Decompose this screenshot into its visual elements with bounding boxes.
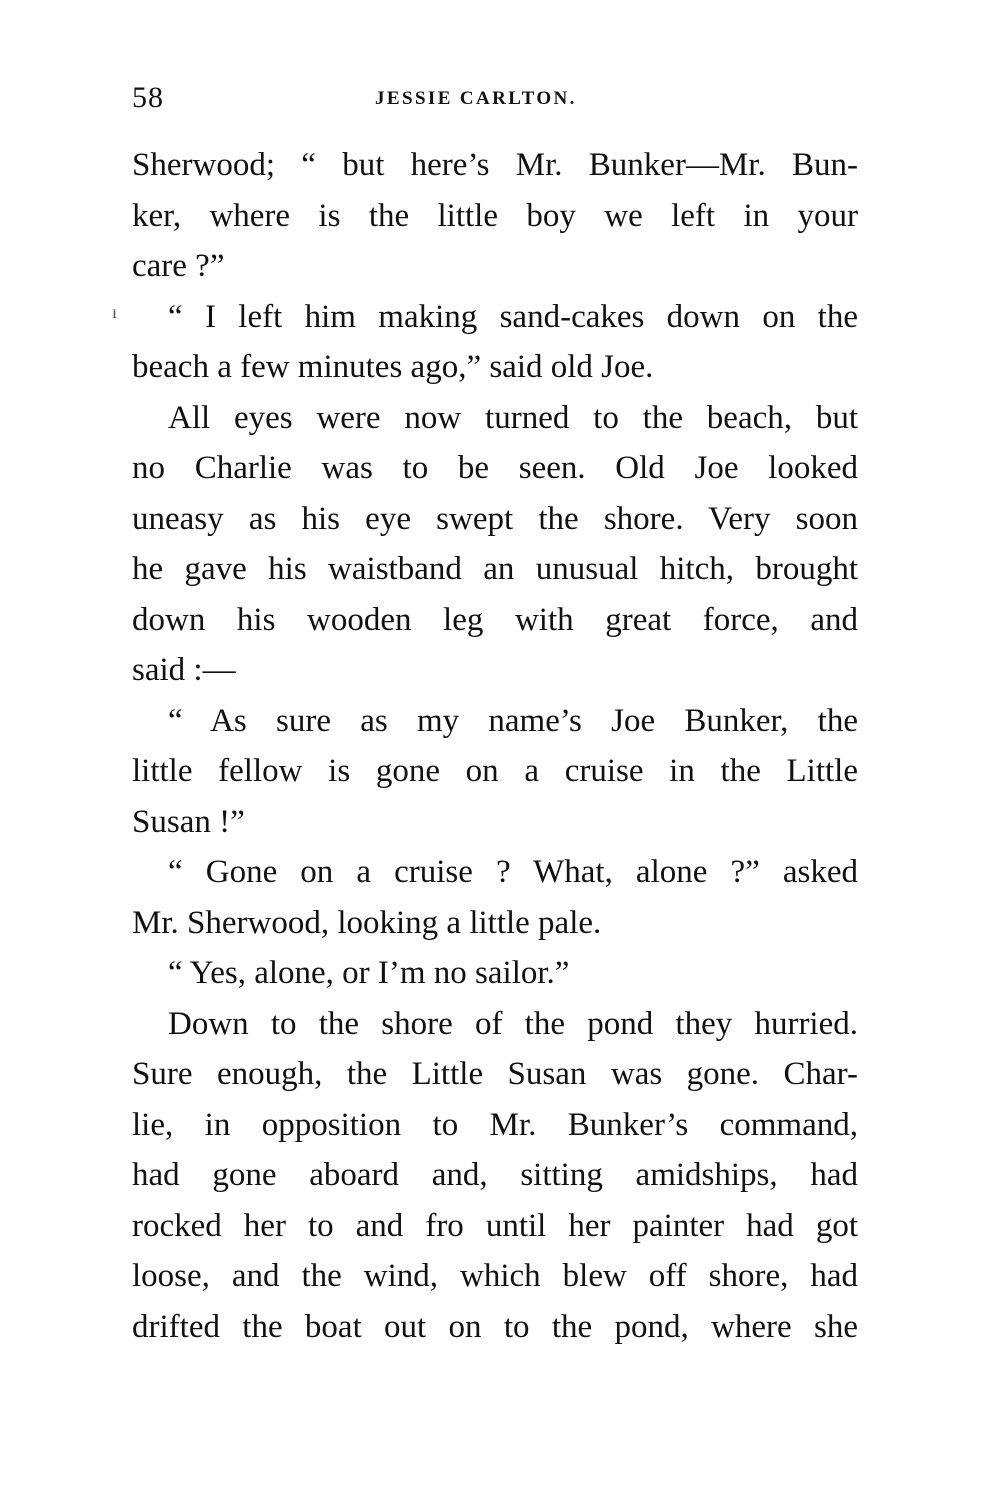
body-text xyxy=(132,140,858,1352)
text-line: ker, where is the little boy we left in your xyxy=(132,197,858,234)
text-line: loose, and the wind, which blew off shore, had xyxy=(132,1258,858,1294)
text-line: “ Yes, alone, or I’m no sailor.” xyxy=(168,955,570,991)
text-line: beach a few minutes ago,” said old Joe. xyxy=(132,349,654,385)
text-line: had gone aboard and, sitting amidships, had xyxy=(132,1157,858,1193)
text-line: little fellow is gone on a cruise in the Little xyxy=(132,753,858,789)
text-line: Susan !” xyxy=(132,803,245,840)
text-line: he gave his waistband an unusual hitch, brought xyxy=(132,551,858,587)
margin-speck: ı xyxy=(112,302,118,322)
page-number: 58 xyxy=(132,81,164,114)
text-line: drifted the boat out on to the pond, where she xyxy=(132,1308,858,1345)
text-line: “ As sure as my name’s Joe Bunker, the xyxy=(168,702,858,739)
text-line: Sherwood; “ but here’s Mr. Bunker—Mr. Bun- xyxy=(132,147,858,183)
text-line: lie, in opposition to Mr. Bunker’s command, xyxy=(132,1106,858,1143)
running-head xyxy=(132,78,858,118)
text-line: “ Gone on a cruise ? What, alone ?” asked xyxy=(168,854,858,890)
text-line: down his wooden leg with great force, and xyxy=(132,601,858,638)
text-line: no Charlie was to be seen. Old Joe looked xyxy=(132,450,858,486)
text-line: said :— xyxy=(132,652,236,688)
text-line: rocked her to and fro until her painter had got xyxy=(132,1207,858,1244)
text-line: “ I left him making sand-cakes down on the xyxy=(168,298,858,335)
text-line: Down to the shore of the pond they hurried. xyxy=(168,1005,858,1042)
text-line: care ?” xyxy=(132,248,225,284)
text-line: uneasy as his eye swept the shore. Very soon xyxy=(132,500,858,537)
text-line: Mr. Sherwood, looking a little pale. xyxy=(132,904,602,941)
book-title: JESSIE CARLTON. xyxy=(375,88,577,109)
text-line: All eyes were now turned to the beach, but xyxy=(168,399,858,436)
text-line: Sure enough, the Little Susan was gone. Char- xyxy=(132,1056,858,1092)
